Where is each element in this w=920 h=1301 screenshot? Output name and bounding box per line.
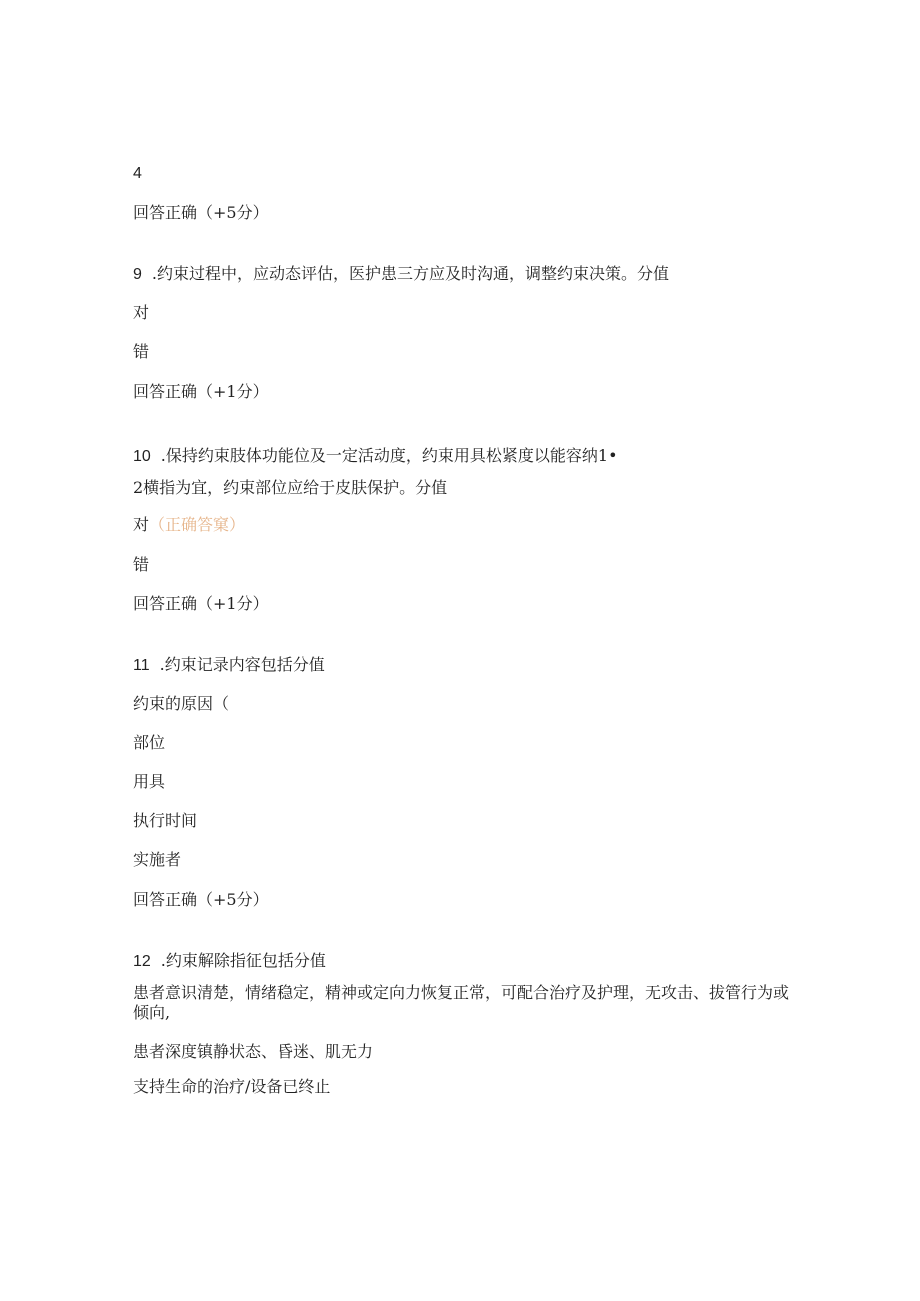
- option-life-support-ended[interactable]: 支持生命的治疗/设备已终止: [133, 1077, 331, 1096]
- option-true[interactable]: [133, 515, 245, 535]
- result-text: 回答正确（+1分）: [133, 594, 269, 613]
- option-true[interactable]: 对: [133, 303, 150, 322]
- correct-answer-hint: （正确答窠）: [149, 515, 246, 534]
- result-text: 回答正确（+5分）: [133, 890, 269, 909]
- question-10: [133, 446, 618, 467]
- option-device[interactable]: 用具: [133, 772, 166, 791]
- question-text: .保持约束肢体功能位及一定活动度，约束用具松紧度以能容纳1•: [160, 446, 618, 465]
- option-time[interactable]: 执行时间: [133, 811, 198, 830]
- question-number: 10: [133, 448, 151, 465]
- question-text: .约束过程中，应动态评估，医护患三方应及时沟通，调整约束决策。分值: [151, 264, 669, 283]
- option-label: 对: [133, 515, 150, 534]
- option-false[interactable]: 错: [133, 555, 150, 574]
- option-deep-sedation[interactable]: 患者深度镇静状态、昏迷、肌无力: [133, 1042, 374, 1061]
- question-12: [133, 951, 326, 972]
- result-text: 回答正确（+5分）: [133, 203, 269, 222]
- question-text: .约束解除指征包括分值: [160, 951, 326, 970]
- question-number: 9: [133, 266, 142, 283]
- option-executor[interactable]: 实施者: [133, 850, 182, 869]
- question-text: .约束记录内容包括分值: [159, 655, 325, 674]
- option-false[interactable]: 错: [133, 342, 150, 361]
- option-site[interactable]: 部位: [133, 733, 166, 752]
- question-9: [133, 264, 669, 285]
- question-11: [133, 655, 325, 676]
- result-text: 回答正确（+1分）: [133, 382, 269, 401]
- question-number: 12: [133, 953, 151, 970]
- option-4[interactable]: 4: [133, 165, 142, 182]
- option-conscious-calm[interactable]: 患者意识清楚，情绪稳定，精神或定向力恢复正常，可配合治疗及护理，无攻击、拔管行为或倾向,: [133, 983, 790, 1022]
- option-reason[interactable]: 约束的原因（: [133, 694, 230, 713]
- question-10-continued: 2横指为宜，约束部位应给于皮肤保护。分值: [133, 478, 448, 497]
- question-number: 11: [133, 657, 150, 674]
